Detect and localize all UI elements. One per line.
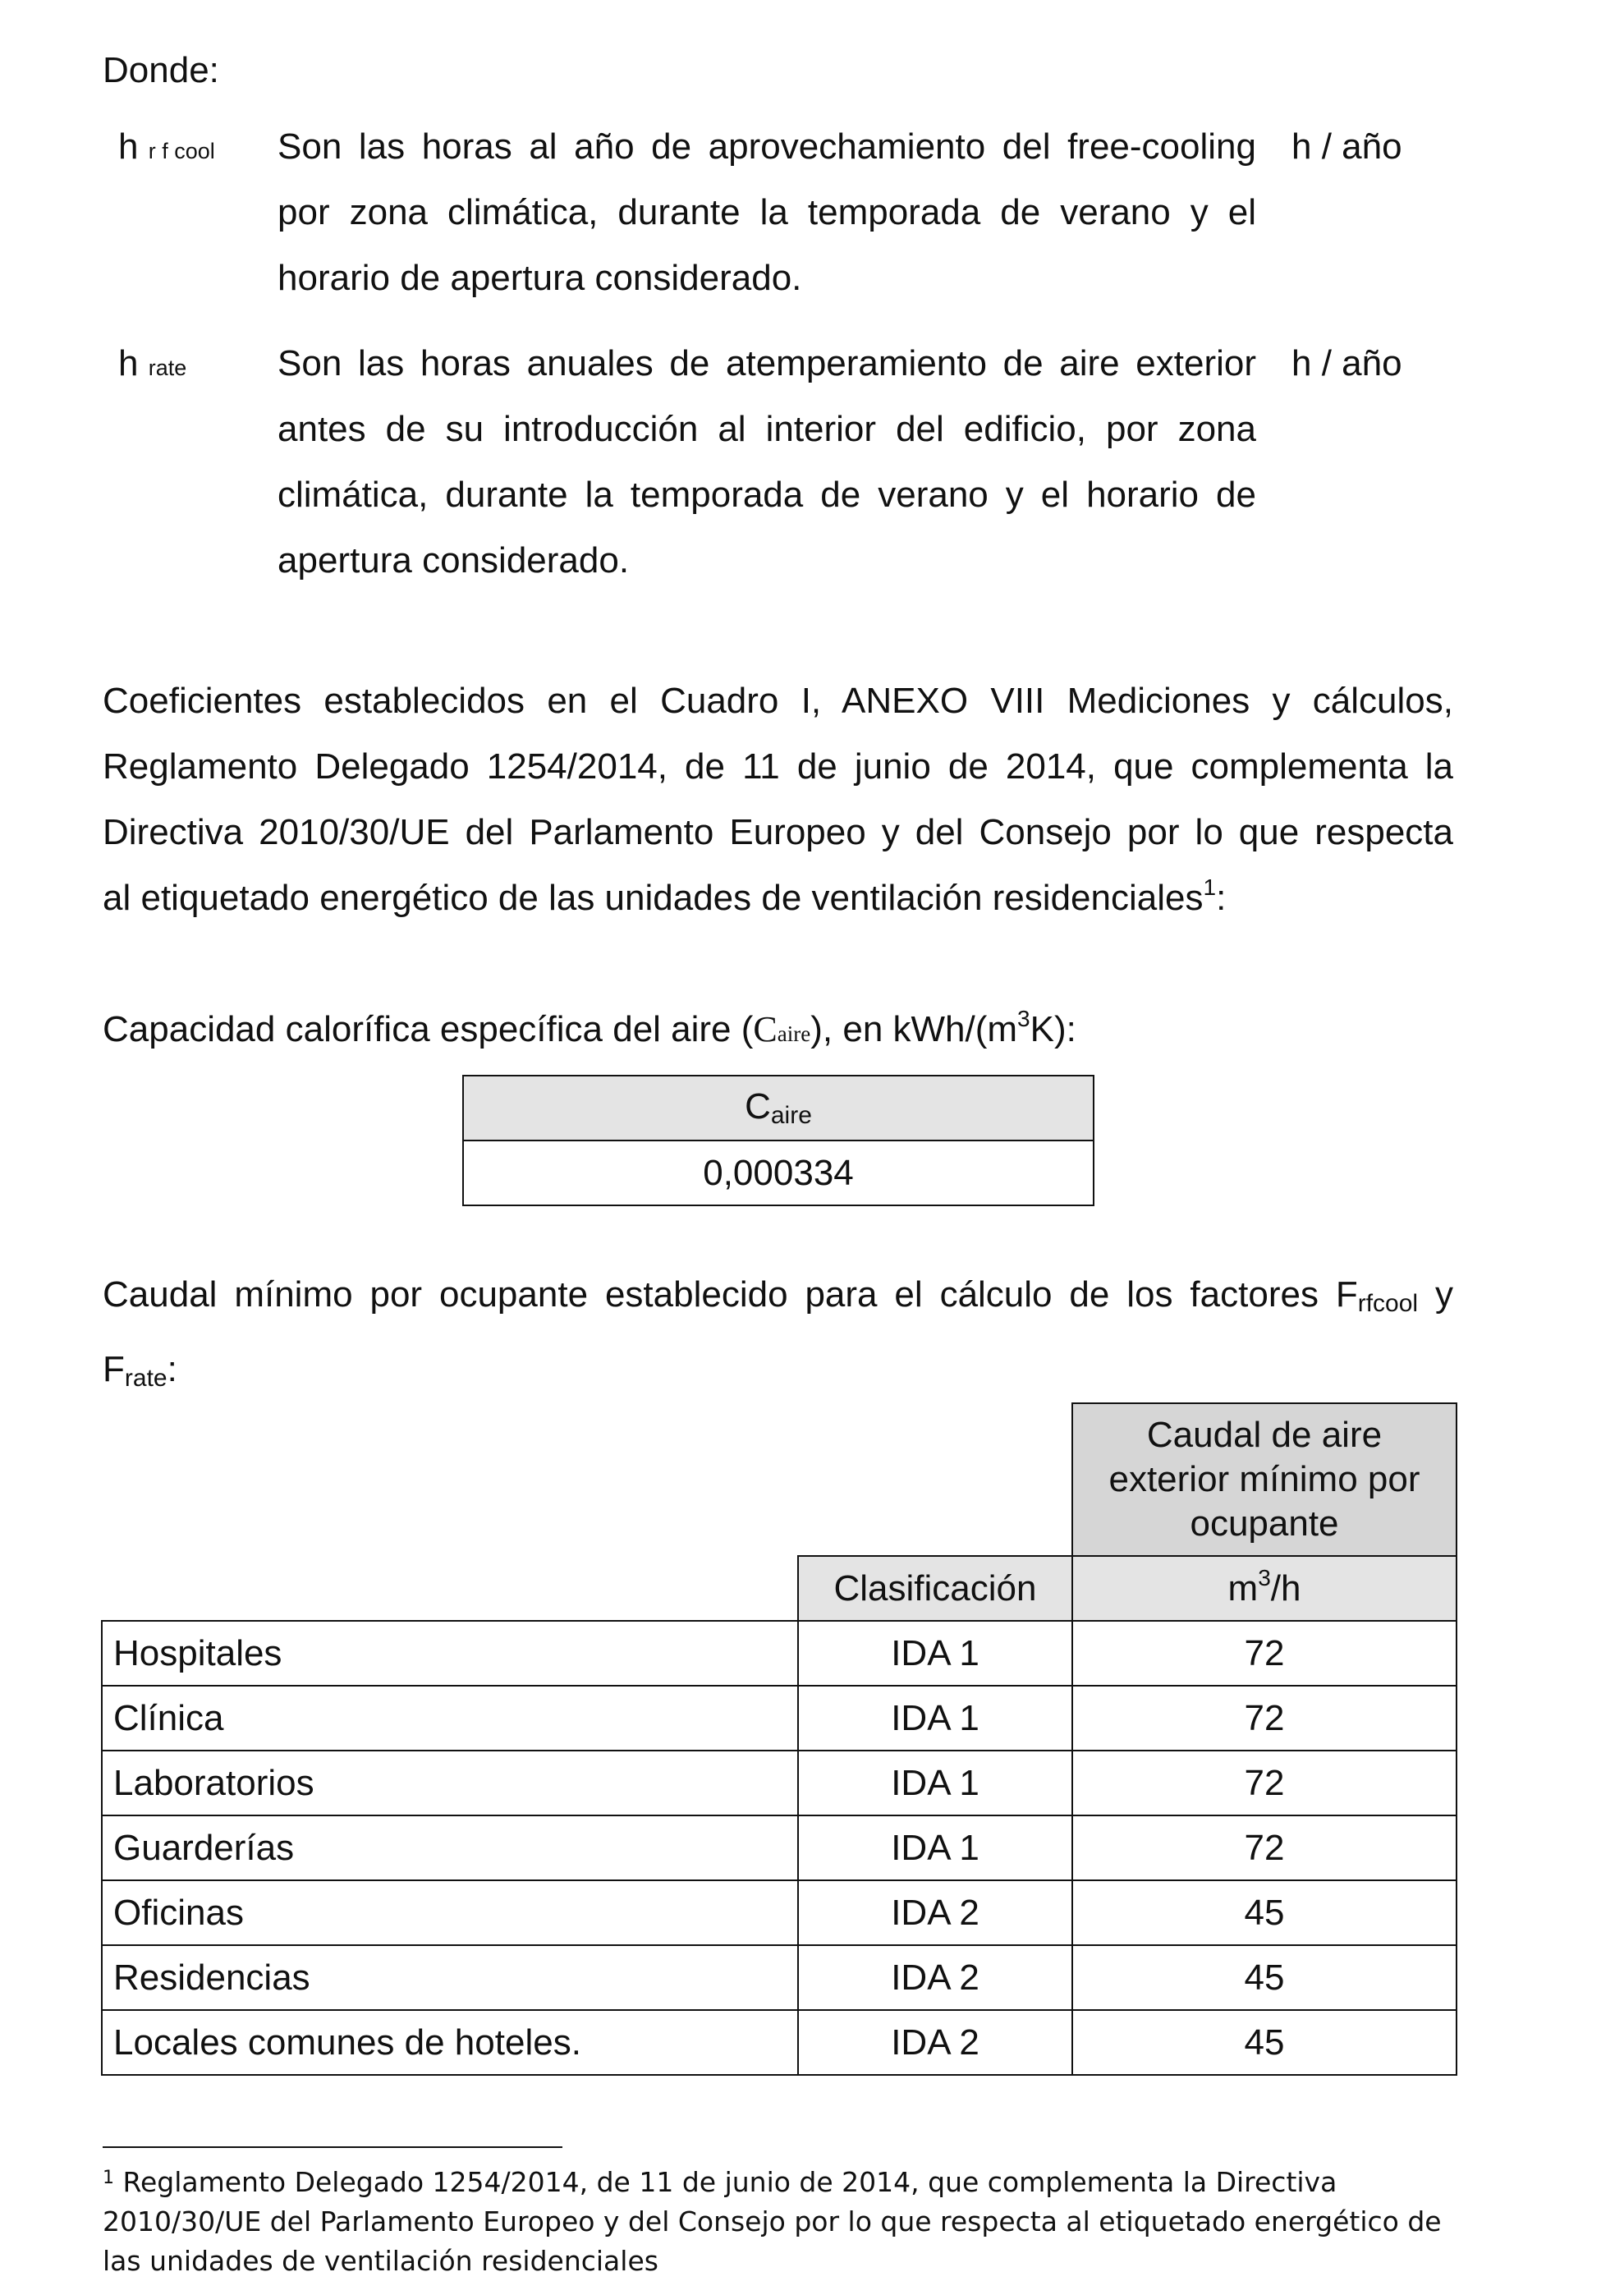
- flow-table-blank: [798, 1403, 1072, 1556]
- definition-unit-hrate: h / año: [1291, 343, 1402, 383]
- row-class: IDA 2: [798, 1945, 1072, 2010]
- row-class: IDA 1: [798, 1621, 1072, 1686]
- intro-label: Donde:: [103, 50, 219, 90]
- flow-table-header-unit: $m^3/h$: [1072, 1556, 1457, 1621]
- definition-text-hrfcool: Son las horas al año de aprovechamiento del free-cooling por zona climática, durante la temporada de verano y el horario de apertura considerado.: [278, 126, 1256, 298]
- coefficients-paragraph: Coeficientes establecidos en el Cuadro I, ANEXO VIII Mediciones y cálculos, Reglamento Delegado 1254/2014, de 11 de junio de 2014, que complementa la Directiva 2010/30/UE del Parlamento Europeo y del Consejo por lo que respecta al etiquetado energético de las unidades de ventilación residenciales$^1$:: [103, 681, 1453, 918]
- capacity-table: [462, 1075, 1094, 1206]
- flow-table-header-flow: Caudal de aire exterior mínimo por ocupante: [1072, 1403, 1457, 1556]
- row-name: Clínica: [102, 1686, 798, 1751]
- capacity-label: Capacidad calorífica específica del aire (Caire), en kWh/$(m^3K)$:: [103, 1006, 1076, 1049]
- row-value: 72: [1072, 1686, 1457, 1751]
- flow-heading: Caudal mínimo por ocupante establecido para el cálculo de los factores Frfcool y Frate:: [103, 1274, 1453, 1392]
- table-row: [102, 1751, 1457, 1815]
- capacity-table-value: 0,000334: [463, 1140, 1094, 1205]
- table-row: [102, 1880, 1457, 1945]
- flow-table: [101, 1402, 1457, 2076]
- definition-text-hrate: Son las horas anuales de atemperamiento de aire exterior antes de su introducción al interior del edificio, por zona climática, durante la temporada de verano y el horario de apertura considerado.: [278, 343, 1256, 581]
- row-name: Locales comunes de hoteles.: [102, 2010, 798, 2075]
- table-row: [102, 1686, 1457, 1751]
- row-class: IDA 1: [798, 1751, 1072, 1815]
- footnote: $^1$ Reglamento Delegado 1254/2014, de 11 de junio de 2014, que complementa la Directiva 2010/30/UE del Parlamento Europeo y del Consejo por lo que respecta al etiquetado energético de las unidades de ventilación residenciales: [103, 2166, 1442, 2277]
- flow-table-blank: [102, 1556, 798, 1621]
- row-value: 72: [1072, 1621, 1457, 1686]
- definition-unit-hrfcool: h / año: [1291, 126, 1402, 167]
- row-value: 45: [1072, 1880, 1457, 1945]
- row-value: 45: [1072, 1945, 1457, 2010]
- capacity-table-header: Caire: [463, 1076, 1094, 1140]
- footnote-separator: [103, 2146, 562, 2148]
- row-value: 45: [1072, 2010, 1457, 2075]
- row-class: IDA 1: [798, 1686, 1072, 1751]
- table-row: [102, 1815, 1457, 1880]
- row-name: Guarderías: [102, 1815, 798, 1880]
- definition-symbol-hrate: h rate: [118, 343, 187, 383]
- row-class: IDA 2: [798, 2010, 1072, 2075]
- row-name: Residencias: [102, 1945, 798, 2010]
- table-row: [102, 1621, 1457, 1686]
- table-row: [102, 1945, 1457, 2010]
- row-value: 72: [1072, 1815, 1457, 1880]
- definition-symbol-hrfcool: h r f cool: [118, 126, 215, 167]
- flow-table-blank: [102, 1403, 798, 1556]
- row-name: Laboratorios: [102, 1751, 798, 1815]
- table-row: [102, 2010, 1457, 2075]
- flow-table-header-class: Clasificación: [798, 1556, 1072, 1621]
- row-class: IDA 2: [798, 1880, 1072, 1945]
- row-class: IDA 1: [798, 1815, 1072, 1880]
- row-name: Hospitales: [102, 1621, 798, 1686]
- row-value: 72: [1072, 1751, 1457, 1815]
- row-name: Oficinas: [102, 1880, 798, 1945]
- footnote-ref: 1: [1203, 874, 1217, 900]
